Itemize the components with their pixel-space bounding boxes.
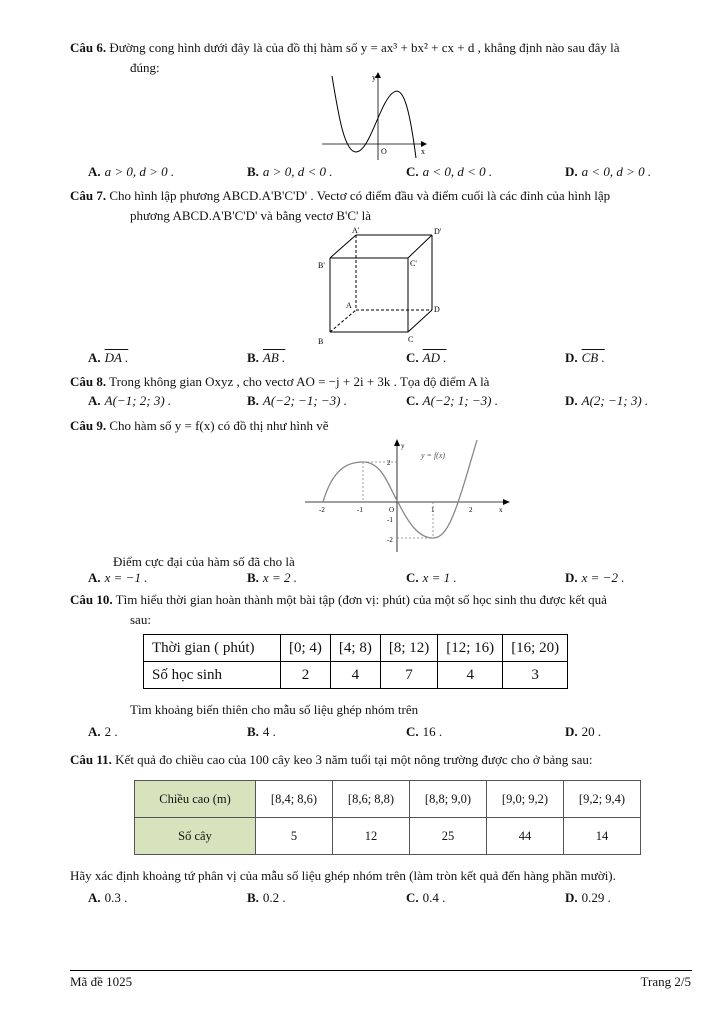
- question-label: Câu 8.: [70, 374, 107, 389]
- option-a[interactable]: A. x = −1 .: [88, 570, 148, 585]
- table-row: [135, 781, 641, 818]
- table-cell: 2: [281, 662, 331, 689]
- tick-x: 2: [469, 506, 473, 514]
- question-text-cont: đúng:: [130, 60, 160, 75]
- q11-prompt: Hãy xác định khoảng tứ phân vị của mẫu số liệu ghép nhóm trên (làm tròn kết quả đến hàng phần mười).: [70, 868, 616, 883]
- table-cell: 12: [333, 818, 410, 855]
- option-b[interactable]: B. 0.2 .: [247, 890, 286, 905]
- tick-y: -2: [387, 536, 393, 544]
- exam-code: Mã đề 1025: [70, 974, 133, 989]
- question-label: Câu 7.: [70, 188, 107, 203]
- question-text: Tìm hiểu thời gian hoàn thành một bài tập (đơn vị: phút) của một số học sinh thu được kết quả: [115, 592, 607, 607]
- tick-y: -1: [387, 516, 393, 524]
- table-cell: 4: [330, 662, 380, 689]
- option-a[interactable]: A. A(−1; 2; 3) .: [88, 393, 172, 408]
- option-d[interactable]: D. 20 .: [565, 724, 602, 739]
- table-cell: [8,6; 8,8): [333, 781, 410, 818]
- curve-label: y = f(x): [421, 451, 446, 460]
- table-cell: 5: [256, 818, 333, 855]
- question-text: Trong không gian Oxyz , cho vectơ AO = −j + 2i + 3k . Tọa độ điểm A là: [109, 374, 490, 389]
- option-d[interactable]: D. a < 0, d > 0 .: [565, 164, 652, 179]
- footer-divider: [70, 970, 692, 971]
- option-b[interactable]: B. 4 .: [247, 724, 276, 739]
- y-label: y: [372, 73, 376, 82]
- option-c[interactable]: C. 16 .: [406, 724, 443, 739]
- tick-x: -2: [319, 506, 325, 514]
- question-label: Câu 6.: [70, 40, 107, 55]
- table-cell: 7: [380, 662, 437, 689]
- function-curve: [323, 440, 477, 538]
- question-label: Câu 9.: [70, 418, 107, 433]
- x-label: x: [421, 147, 425, 156]
- question-8: [70, 372, 690, 392]
- y-axis-arrow: [394, 439, 400, 446]
- table-cell: 4: [438, 662, 503, 689]
- option-a[interactable]: A. 0.3 .: [88, 890, 128, 905]
- q7-options: [88, 350, 688, 370]
- option-c[interactable]: C. a < 0, d < 0 .: [406, 164, 493, 179]
- vertex-a: A: [346, 301, 352, 310]
- table-row-label: Số học sinh: [144, 662, 281, 689]
- x-label: x: [499, 506, 503, 514]
- question-text: Đường cong hình dưới đây là của đồ thị hàm số y = ax³ + bx² + cx + d , khẳng định nào sau đây là: [109, 40, 620, 55]
- q7-cube: [312, 226, 444, 348]
- table-row: [144, 635, 568, 662]
- q6-options: [88, 164, 688, 184]
- x-axis-arrow: [503, 499, 510, 505]
- q11-frequency-table: [134, 780, 641, 855]
- option-c[interactable]: C. AD .: [406, 350, 447, 365]
- table-cell: [8; 12): [380, 635, 437, 662]
- vertex-c1: C': [410, 259, 417, 268]
- q10-prompt: Tìm khoảng biến thiên cho mẫu số liệu ghép nhóm trên: [130, 702, 419, 717]
- table-cell: [4; 8): [330, 635, 380, 662]
- vertex-b: B: [318, 337, 324, 346]
- option-b[interactable]: B. x = 2 .: [247, 570, 297, 585]
- option-d[interactable]: D. CB .: [565, 350, 605, 365]
- option-b[interactable]: B. a > 0, d < 0 .: [247, 164, 333, 179]
- question-10: [70, 590, 690, 630]
- table-cell: [9,0; 9,2): [487, 781, 564, 818]
- q11-options: [88, 890, 688, 910]
- table-cell: 3: [503, 662, 568, 689]
- option-d[interactable]: D. x = −2 .: [565, 570, 625, 585]
- question-label: Câu 11.: [70, 752, 112, 767]
- option-c[interactable]: C. 0.4 .: [406, 890, 446, 905]
- question-text: Cho hình lập phương ABCD.A'B'C'D' . Vectơ có điểm đầu và điểm cuối là các đỉnh của hình lập: [109, 188, 611, 203]
- q10-options: [88, 724, 688, 744]
- option-d[interactable]: D. A(2; −1; 3) .: [565, 393, 649, 408]
- table-cell: [12; 16): [438, 635, 503, 662]
- q9-options: [88, 570, 688, 590]
- vertex-d1: D': [434, 227, 442, 236]
- cubic-curve: [332, 76, 416, 158]
- q8-options: [88, 393, 688, 413]
- option-d[interactable]: D. 0.29 .: [565, 890, 611, 905]
- tick-y: 2: [387, 459, 391, 467]
- question-text-cont: sau:: [130, 612, 151, 627]
- q10-frequency-table: [143, 634, 568, 689]
- table-header: Thời gian ( phút): [144, 635, 281, 662]
- option-b[interactable]: B. A(−2; −1; −3) .: [247, 393, 347, 408]
- option-a[interactable]: A. a > 0, d > 0 .: [88, 164, 175, 179]
- table-cell: 25: [410, 818, 487, 855]
- table-cell: 14: [564, 818, 641, 855]
- origin-label: O: [381, 147, 387, 156]
- question-text: Kết quả đo chiều cao của 100 cây keo 3 năm tuổi tại một nông trường được cho ở bảng sau:: [115, 752, 593, 767]
- vertex-d: D: [434, 305, 440, 314]
- table-cell: [0; 4): [281, 635, 331, 662]
- vertex-a1: A': [352, 226, 360, 235]
- vertex-b1: B': [318, 261, 325, 270]
- table-header: Chiều cao (m): [135, 781, 256, 818]
- option-a[interactable]: A. 2 .: [88, 724, 118, 739]
- q9-prompt: Điểm cực đại của hàm số đã cho là: [113, 554, 295, 569]
- y-label: y: [401, 442, 405, 450]
- question-11: [70, 750, 690, 770]
- q6-cubic-graph: [318, 72, 428, 162]
- q9-function-graph: [303, 438, 513, 554]
- question-text: Cho hàm số y = f(x) có đồ thị như hình vẽ: [109, 418, 329, 433]
- question-7: [70, 186, 690, 226]
- table-cell: [9,2; 9,4): [564, 781, 641, 818]
- vertex-c: C: [408, 335, 414, 344]
- table-row: [135, 818, 641, 855]
- question-label: Câu 10.: [70, 592, 113, 607]
- question-9: [70, 416, 690, 436]
- table-cell: [8,4; 8,6): [256, 781, 333, 818]
- table-cell: [16; 20): [503, 635, 568, 662]
- option-c[interactable]: C. A(−2; 1; −3) .: [406, 393, 498, 408]
- table-cell: [8,8; 9,0): [410, 781, 487, 818]
- option-b[interactable]: B. AB .: [247, 350, 286, 365]
- tick-x: -1: [357, 506, 363, 514]
- question-text-cont: phương ABCD.A'B'C'D' và bằng vectơ B'C' là: [130, 208, 372, 223]
- option-a[interactable]: A. DA .: [88, 350, 129, 365]
- page-number: Trang 2/5: [640, 974, 691, 989]
- table-row: [144, 662, 568, 689]
- table-row-label: Số cây: [135, 818, 256, 855]
- origin-label: O: [389, 506, 395, 514]
- option-c[interactable]: C. x = 1 .: [406, 570, 457, 585]
- tick-x: 1: [431, 506, 435, 514]
- table-cell: 44: [487, 818, 564, 855]
